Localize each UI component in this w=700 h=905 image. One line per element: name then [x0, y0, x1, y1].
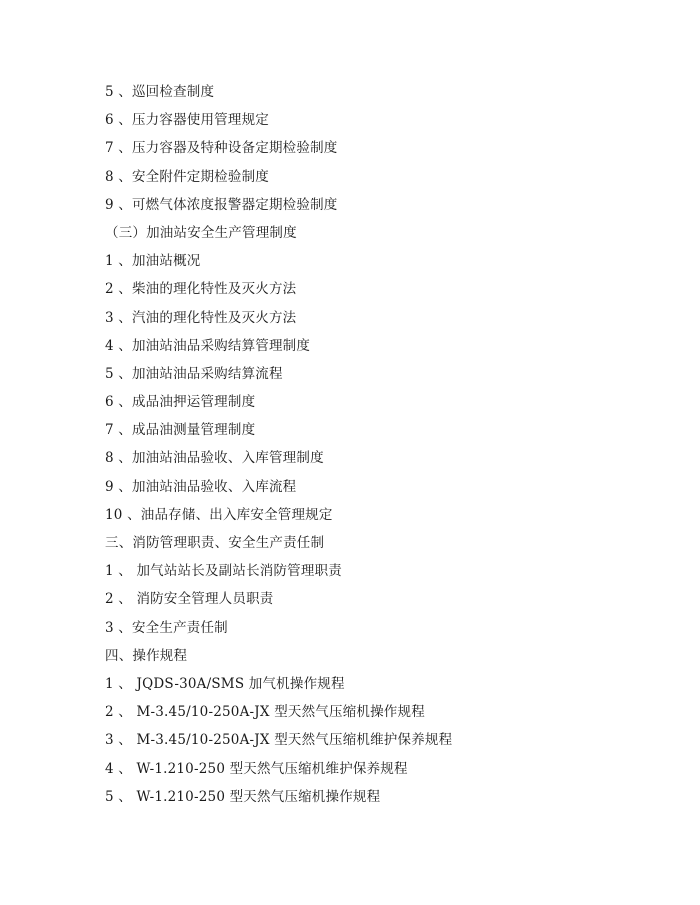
document-line: 10 、油品存储、出入库安全管理规定 [105, 506, 333, 523]
document-line: 8 、安全附件定期检验制度 [105, 168, 269, 185]
document-line: 9 、可燃气体浓度报警器定期检验制度 [105, 196, 338, 213]
document-line: 5 、加油站油品采购结算流程 [105, 365, 283, 382]
document-line: 1 、 加气站站长及副站长消防管理职责 [105, 563, 342, 580]
document-line: 7 、压力容器及特种设备定期检验制度 [105, 140, 338, 157]
document-line: 6 、成品油押运管理制度 [105, 394, 256, 411]
document-line: 3 、安全生产责任制 [105, 619, 228, 636]
document-line: 5 、 W-1.210-250 型天然气压缩机操作规程 [105, 788, 381, 805]
document-lines [105, 78, 452, 811]
document-line: 7 、成品油测量管理制度 [105, 422, 256, 439]
document-line: （三）加油站安全生产管理制度 [105, 224, 297, 241]
document-line: 3 、 M-3.45/10-250A-JX 型天然气压缩机维护保养规程 [105, 732, 453, 749]
document-line: 1 、 JQDS-30A/SMS 加气机操作规程 [105, 675, 345, 692]
document-line: 9 、加油站油品验收、入库流程 [105, 478, 297, 495]
document-line: 2 、 消防安全管理人员职责 [105, 591, 274, 608]
document-line: 2 、 M-3.45/10-250A-JX 型天然气压缩机操作规程 [105, 704, 425, 721]
document-line: 5 、巡回检查制度 [105, 84, 215, 100]
document-line: 3 、汽油的理化特性及灭火方法 [105, 309, 297, 326]
document-line: 6 、压力容器使用管理规定 [105, 112, 269, 129]
document-line: 2 、柴油的理化特性及灭火方法 [105, 281, 297, 298]
document-line: 4 、 W-1.210-250 型天然气压缩机维护保养规程 [105, 760, 408, 777]
document-line: 四、操作规程 [105, 647, 188, 664]
document-line: 8 、加油站油品验收、入库管理制度 [105, 450, 324, 467]
document-line: 三、消防管理职责、安全生产责任制 [105, 535, 325, 551]
document-line: 1 、加油站概况 [105, 253, 201, 270]
document-line: 4 、加油站油品采购结算管理制度 [105, 337, 311, 354]
